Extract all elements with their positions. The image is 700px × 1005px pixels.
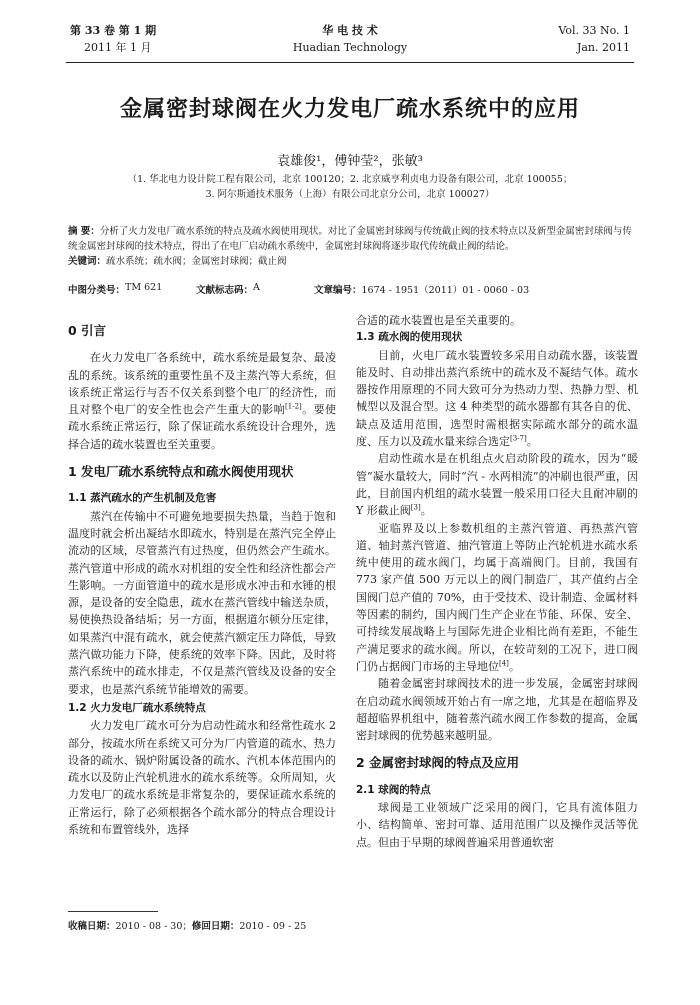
keywords — [68, 254, 634, 269]
revised-date: 2010 - 09 - 25 — [239, 921, 307, 932]
paper-title: 金属密封球阀在火力发电厂疏水系统中的应用 — [119, 96, 580, 122]
doc-code-label: 文献标志码： — [196, 285, 254, 296]
affiliation-line: 3. 阿尔斯通技术服务（上海）有限公司北京分公司，北京 100027） — [205, 189, 495, 200]
affiliation-line: （1. 华北电力设计院工程有限公司，北京 100120；2. 北京威亨利贞电力设备有限公司，北京 100055； — [127, 174, 573, 185]
paragraph: 亚临界及以上参数机组的主蒸汽管道、再热蒸汽管道、轴封蒸汽管道、抽汽管道上等防止汽轮机进水疏水系统中使用的疏水阀门，均属于高端阀门。目前，我国有 773 家产值 500 万元以上的阀门制造厂，其产值约占全国阀门总产值的 70%，由于受技术、设计制造、金属材料等因素的制约，国内阀门生产企业在节能、环保、安全、可持续发展战略上与国际先进企业相比尚有差距，不能生产满足要求的疏水阀。所以，在较苛刻的工况下，进口阀门仍占据阀门市场的主导地位[4]。 — [356, 521, 638, 673]
volume-cn: 第 33 卷 第 1 期 — [70, 24, 157, 37]
paragraph: 球阀是工业领域广泛采用的阀门，它具有流体阻力小、结构简单、密封可靠、适用范围广以及操作灵活等优点。但由于早期的球阀普遍采用普通软密 — [356, 801, 638, 849]
clc-label: 中图分类号： — [68, 285, 126, 296]
left-column — [68, 312, 336, 838]
running-header — [70, 22, 630, 58]
section-heading: 1 发电厂疏水系统特点和疏水阀使用现状 — [68, 464, 294, 480]
paragraph: 蒸汽在传输中不可避免地要损失热量，当趋于饱和温度时就会析出凝结水即疏水，特别是在蒸汽完全停止流动的区域，尽管蒸汽有过热度，但仍然会产生疏水。蒸汽管道中形成的疏水对机组的安全性和经济性都会产生影响。一方面管道中的疏水是形成水冲击和水锤的根源，是设备的安全隐患，疏水在蒸汽管线中输送杂质，易使换热设备结垢；另一方面，根据道尔顿分压定律，如果蒸汽中混有疏水，就会使蒸汽额定压力降低，导致蒸汽做功能力下降，使系统的效率下降。因此，及时将蒸汽系统中的疏水排走，不仅是蒸汽管线及设备的安全要求，也是蒸汽系统节能增效的需要。 — [68, 509, 336, 696]
paragraph: 启动性疏水是在机组点火启动阶段的疏水，因为“暖管”凝水量较大，同时“汽 - 水两相流”的冲刷也很严重，因此，目前国内机组的疏水装置一般采用口径大且耐冲刷的 Y 形截止阀[3]。 — [356, 452, 638, 518]
citation: [1-2] — [285, 402, 302, 411]
authors: 袁雄俊¹，傅钟莹²，张敏³ — [277, 154, 423, 169]
section-heading: 0 引言 — [68, 323, 107, 338]
journal-cn: 华 电 技 术 — [322, 24, 378, 37]
right-column — [356, 312, 638, 851]
paragraph: 目前，火电厂疏水装置较多采用自动疏水器，该装置能及时、自动排出蒸汽系统中的疏水及不凝结气体。疏水器按作用原理的不同大致可分为热动力型、热静力型、机械型以及混合型。这 4 种类型的疏水器都有其各自的优、缺点及适用范围，选型时需根据实际疏水部分的疏水温度、压力以及疏水量来综合选定[3-7]。 — [356, 348, 638, 449]
doc-code: A — [253, 282, 260, 293]
header-rule — [66, 62, 634, 63]
keywords-label: 关键词： — [68, 256, 107, 267]
citation: [3-7] — [510, 434, 527, 443]
article-number: 1674 - 1951（2011）01 - 0060 - 03 — [361, 285, 530, 296]
citation: [3] — [410, 503, 421, 512]
paragraph: 在火力发电厂各系统中，疏水系统是最复杂、最凌乱的系统。该系统的重要性虽不及主蒸汽等大系统，但该系统正常运行与否不仅关系到整个电厂的经济性，而且对整个电厂的安全性也会产生重大的影响[1-2]。要使疏水系统正常运行，除了保证疏水系统设计合理外，选择合适的疏水装置也至关重要。 — [68, 351, 337, 451]
date-cn: 2011 年 1 月 — [84, 41, 152, 54]
revised-label: 修回日期： — [191, 921, 240, 932]
footnote-rule — [68, 911, 158, 912]
issue-en — [558, 22, 630, 56]
paragraph: 火力发电厂疏水可分为启动性疏水和经常性疏水 2 部分，按疏水所在系统又可分为厂内管道的疏水、热力设备的疏水、锅炉附属设备的疏水、汽机本体范围内的疏水以及防止汽轮机进水的疏水系统等。众所周知，火力发电厂的疏水系统是非常复杂的，要保证疏水系统的正常运行，除了必须根据各个疏水部分的特点合理设计系统和布置管线外，选择 — [68, 719, 336, 837]
abstract — [68, 224, 634, 269]
paragraph: 随着金属密封球阀技术的进一步发展，金属密封球阀在启动疏水阀领域开始占有一席之地，尤其是在超临界及超超临界机组中，随着蒸汽疏水阀工作参数的提高，金属密封球阀的优势越来越明显。 — [356, 677, 638, 743]
abstract-text: 分析了火力发电厂疏水系统的特点及疏水阀使用现状。对比了金属密封球阀与传统截止阀的技术特点以及新型金属密封球阀与传统金属密封球阀的技术特点，得出了在电厂启动疏水系统中，金属密封球阀将逐步取代传统截止阀的结论。 — [68, 226, 632, 252]
affiliations — [40, 172, 660, 202]
received-label: 收稿日期： — [68, 921, 116, 932]
subsection-heading: 2.1 球阀的特点 — [356, 783, 431, 796]
paragraph: 合适的疏水装置也是至关重要的。 — [356, 314, 521, 327]
subsection-heading: 1.1 蒸汽疏水的产生机制及危害 — [68, 492, 217, 505]
citation: [4] — [499, 659, 509, 668]
subsection-heading: 1.3 疏水阀的使用现状 — [356, 331, 463, 344]
date-en: Jan. 2011 — [576, 41, 630, 54]
abstract-body — [68, 224, 634, 254]
journal-name — [70, 22, 630, 56]
volume-en: Vol. 33 No. 1 — [558, 24, 630, 37]
journal-en: Huadian Technology — [292, 41, 408, 54]
footnote-dates: 收稿日期：2010 - 08 - 30；修回日期：2010 - 09 - 25 — [68, 921, 307, 932]
article-number-label: 文章编号： — [314, 285, 362, 296]
received-date: 2010 - 08 - 30 — [115, 921, 183, 932]
keywords-text: 疏水系统；疏水阀；金属密封球阀；截止阀 — [106, 256, 287, 267]
subsection-heading: 1.2 火力发电厂疏水系统特点 — [68, 701, 206, 714]
section-heading: 2 金属密封球阀的特点及应用 — [356, 755, 520, 771]
clc-code: TM 621 — [125, 282, 163, 293]
abstract-label: 摘 要： — [68, 226, 100, 237]
